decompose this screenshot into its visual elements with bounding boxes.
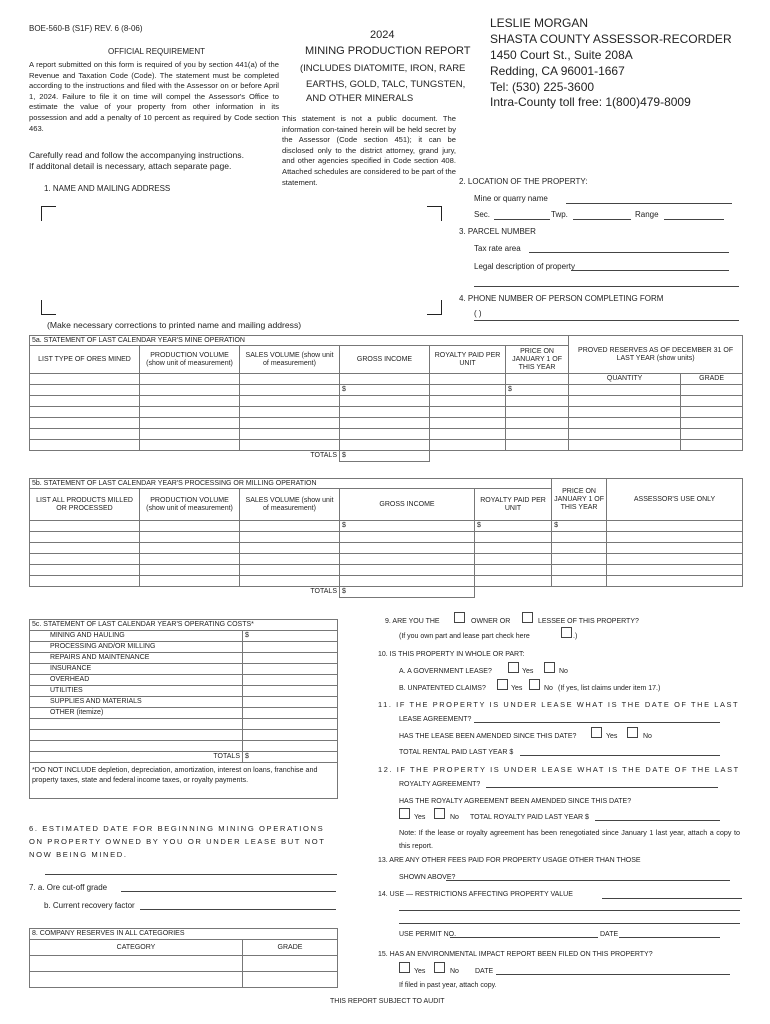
q14-label: 14. USE — RESTRICTIONS AFFECTING PROPERTY VALUE — [378, 891, 573, 898]
assessor-street: 1450 Court St., Suite 208A — [490, 48, 633, 62]
dollar-sign: $ — [552, 521, 607, 532]
eir-yes-checkbox[interactable] — [399, 962, 410, 973]
report-title: MINING PRODUCTION REPORT — [305, 45, 471, 57]
col-price: PRICE ON JANUARY 1 OF THIS YEAR — [552, 479, 607, 521]
official-requirement: OFFICIAL REQUIREMENT — [108, 47, 206, 56]
yes-label: Yes — [606, 733, 618, 740]
no-label: No — [559, 668, 568, 675]
col-grade: GRADE — [681, 374, 743, 385]
table-row[interactable] — [30, 407, 743, 418]
cost-row[interactable] — [30, 730, 338, 741]
q1-label: 1. NAME AND MAILING ADDRESS — [44, 184, 171, 193]
lessee-label: LESSEE OF THIS PROPERTY? — [538, 618, 639, 625]
col-category: CATEGORY — [30, 940, 243, 956]
table-row[interactable] — [30, 521, 743, 532]
col-royalty: ROYALTY PAID PER UNIT — [430, 346, 506, 374]
totals-costs[interactable]: $ — [243, 752, 338, 763]
confidentiality-notice: This statement is not a public document. The information con-tained herein will be held secret by the Assessor (Code section 451); it can be disclosed only to the district attorney, grand jury, and other agencies specified in Code section 408. Attached schedules are considered to be part of the statement. — [282, 114, 456, 187]
yes-label: Yes — [522, 668, 534, 675]
cost-row[interactable] — [30, 631, 338, 642]
col-royalty: ROYALTY PAID PER UNIT — [475, 489, 552, 521]
includes-line-1: (INCLUDES DIATOMITE, IRON, RARE — [300, 63, 466, 74]
legal-description-label: Legal description of property — [474, 262, 575, 271]
q2-label: 2. LOCATION OF THE PROPERTY: — [459, 177, 588, 186]
twp-label: Twp. — [551, 210, 568, 219]
no-label: No — [643, 733, 652, 740]
address-corner-br — [427, 300, 442, 315]
table-row[interactable] — [30, 565, 743, 576]
col-production-volume: PRODUCTION VOLUME (show unit of measurement) — [140, 346, 240, 374]
table-5b-title: 5b. STATEMENT OF LAST CALENDAR YEAR'S PROCESSING OR MILLING OPERATION — [30, 479, 552, 489]
use-permit-field[interactable] — [450, 937, 598, 938]
yes-label: Yes — [511, 685, 523, 692]
owner-checkbox[interactable] — [454, 612, 465, 623]
includes-line-2: EARTHS, GOLD, TALC, TUNGSTEN, — [306, 79, 466, 90]
address-corner-bl — [41, 300, 56, 315]
lessee-checkbox[interactable] — [522, 612, 533, 623]
table-row[interactable] — [30, 532, 743, 543]
assessor-tel: Tel: (530) 225-3600 — [490, 80, 595, 94]
tax-rate-field[interactable] — [529, 252, 729, 253]
totals-label: TOTALS — [30, 587, 340, 598]
gov-lease-no-checkbox[interactable] — [544, 662, 555, 673]
yes-label: Yes — [414, 968, 426, 975]
totals-label: TOTALS — [30, 451, 340, 462]
q13-line2: SHOWN ABOVE? — [399, 874, 456, 881]
q6-label: 6. ESTIMATED DATE FOR BEGINNING MINING OPERATIONS ON PROPERTY OWNED BY YOU OR UNDER LEASE BUT NOT NOW BEING MINED. — [29, 824, 326, 859]
range-label: Range — [635, 210, 659, 219]
no-label: No — [544, 685, 553, 692]
dollar-sign: $ — [475, 521, 552, 532]
q10b-note: (If yes, list claims under item 17.) — [558, 685, 661, 692]
intro-paragraph: A report submitted on this form is required of you by section 441(a) of the Revenue and Taxation Code (Code). The statement must be completed according to the instructions and filed with the Assessor on or before April 1, 2024. Failure to file it on time will compel the Assessor's Office to estimate the value of your property from other information in its possession and add a penalty of 10 percent as required by Code section 463. — [29, 60, 279, 133]
totals-gross-income[interactable]: $ — [340, 451, 430, 462]
col-gross-income: GROSS INCOME — [340, 489, 475, 521]
address-corner-tr — [427, 206, 442, 221]
col-gross-income: GROSS INCOME — [340, 346, 430, 374]
lease-amended-label: HAS THE LEASE BEEN AMENDED SINCE THIS DATE? — [399, 733, 577, 740]
cost-row[interactable] — [30, 708, 338, 719]
dollar-sign: $ — [506, 385, 569, 396]
q12-label: 12. IF THE PROPERTY IS UNDER LEASE WHAT IS THE DATE OF THE LAST — [378, 765, 740, 774]
legal-description-field-2[interactable] — [474, 286, 739, 287]
cost-row[interactable] — [30, 675, 338, 686]
q7a-label: 7. a. Ore cut-off grade — [29, 883, 108, 892]
col-sales-volume: SALES VOLUME (show unit of measurement) — [240, 489, 340, 521]
lease-agreement-date-field[interactable] — [474, 722, 720, 723]
part-owner-checkbox[interactable] — [561, 627, 572, 638]
legal-description-field[interactable] — [571, 270, 729, 271]
q10-label: 10. IS THIS PROPERTY IN WHOLE OR PART: — [378, 651, 525, 658]
total-rental-label: TOTAL RENTAL PAID LAST YEAR $ — [399, 749, 514, 756]
q12-note: Note: If the lease or royalty agreement has been renegotiated since January 1 last year, attach a copy to this report. — [399, 828, 740, 850]
corrections-note: (Make necessary corrections to printed name and mailing address) — [47, 320, 302, 330]
mine-name-label: Mine or quarry name — [474, 194, 548, 203]
table-5c-title: 5c. STATEMENT OF LAST CALENDAR YEAR'S OPERATING COSTS* — [30, 620, 338, 631]
q10b-label: B. UNPATENTED CLAIMS? — [399, 685, 486, 692]
footer-audit: THIS REPORT SUBJECT TO AUDIT — [330, 998, 445, 1005]
cost-item: SUPPLIES AND MATERIALS — [30, 697, 243, 708]
table-5c-grid — [29, 619, 338, 799]
includes-line-3: AND OTHER MINERALS — [306, 93, 414, 104]
q11-line2: LEASE AGREEMENT? — [399, 716, 472, 723]
cost-row[interactable] — [30, 664, 338, 675]
col-quantity: QUANTITY — [569, 374, 681, 385]
sec-field[interactable] — [494, 219, 550, 220]
q7b-label: b. Current recovery factor — [44, 901, 135, 910]
permit-date-field[interactable] — [619, 937, 720, 938]
other-fees-field[interactable] — [446, 880, 730, 881]
q15-label: 15. HAS AN ENVIRONMENTAL IMPACT REPORT BEEN FILED ON THIS PROPERTY? — [378, 951, 653, 958]
royalty-amended-no-checkbox[interactable] — [434, 808, 445, 819]
form-id: BOE-560-B (S1F) REV. 6 (8-06) — [29, 24, 143, 33]
q3-label: 3. PARCEL NUMBER — [459, 227, 536, 236]
table-row[interactable] — [30, 418, 743, 429]
no-label: No — [450, 814, 459, 821]
eir-no-checkbox[interactable] — [434, 962, 445, 973]
col-ore-type: LIST TYPE OF ORES MINED — [30, 346, 140, 374]
restrictions-field-2[interactable] — [399, 910, 740, 911]
q9-label: 9. ARE YOU THE — [385, 618, 440, 625]
cost-row[interactable] — [30, 653, 338, 664]
cost-item: PROCESSING AND/OR MILLING — [30, 642, 243, 653]
cost-item: OVERHEAD — [30, 675, 243, 686]
careful-read: Carefully read and follow the accompanying instructions. — [29, 150, 244, 160]
table-row[interactable] — [30, 396, 743, 407]
col-assessors-use: ASSESSOR'S USE ONLY — [607, 479, 743, 521]
table-row[interactable] — [30, 956, 338, 972]
assessor-name: LESLIE MORGAN — [490, 16, 589, 30]
cost-row[interactable] — [30, 686, 338, 697]
table-row[interactable] — [30, 554, 743, 565]
table-row[interactable] — [30, 429, 743, 440]
owner-label: OWNER OR — [471, 618, 511, 625]
lease-amended-no-checkbox[interactable] — [627, 727, 638, 738]
table-row[interactable] — [30, 543, 743, 554]
gov-lease-yes-checkbox[interactable] — [508, 662, 519, 673]
mine-name-field[interactable] — [566, 203, 732, 204]
q9-note-close: .) — [573, 633, 578, 640]
q6-field[interactable] — [45, 874, 337, 875]
table-row[interactable] — [30, 385, 743, 396]
q10a-label: A. A GOVERNMENT LEASE? — [399, 668, 492, 675]
restrictions-field-3[interactable] — [399, 923, 740, 924]
report-year: 2024 — [370, 29, 395, 41]
costs-footnote: *DO NOT INCLUDE depletion, depreciation, amortization, interest on loans, franchise and property taxes, state and federal income taxes, or royalty payments. — [30, 763, 338, 799]
col-proved-reserves: PROVED RESERVES AS OF DECEMBER 31 OF LAST YEAR (show units) — [569, 336, 743, 374]
address-corner-tl — [41, 206, 56, 221]
col-price: PRICE ON JANUARY 1 OF THIS YEAR — [506, 346, 569, 374]
q11-label: 11. IF THE PROPERTY IS UNDER LEASE WHAT IS THE DATE OF THE LAST — [378, 700, 740, 709]
total-royalty-label: TOTAL ROYALTY PAID LAST YEAR $ — [470, 814, 589, 821]
cost-item: REPAIRS AND MAINTENANCE — [30, 653, 243, 664]
royalty-amended-yes-checkbox[interactable] — [399, 808, 410, 819]
col-products: LIST ALL PRODUCTS MILLED OR PROCESSED — [30, 489, 140, 521]
tax-rate-label: Tax rate area — [474, 244, 521, 253]
assessor-city: Redding, CA 96001-1667 — [490, 64, 625, 78]
no-label: No — [450, 968, 459, 975]
dollar-sign: $ — [340, 521, 475, 532]
cost-row[interactable] — [30, 741, 338, 752]
use-permit-label: USE PERMIT NO. — [399, 931, 457, 938]
cost-item: MINING AND HAULING — [30, 631, 243, 642]
dollar-sign: $ — [340, 385, 430, 396]
cost-item: INSURANCE — [30, 664, 243, 675]
yes-label: Yes — [414, 814, 426, 821]
phone-area-code: ( ) — [474, 309, 482, 318]
q4-label: 4. PHONE NUMBER OF PERSON COMPLETING FORM — [459, 294, 664, 303]
total-royalty-field[interactable] — [595, 820, 720, 821]
range-field[interactable] — [664, 219, 724, 220]
assessor-office: SHASTA COUNTY ASSESSOR-RECORDER — [490, 32, 732, 46]
cost-item: OTHER (itemize) — [30, 708, 243, 719]
q15-note: If filed in past year, attach copy. — [399, 982, 497, 989]
unpatented-no-checkbox[interactable] — [529, 679, 540, 690]
totals-label: TOTALS — [30, 752, 243, 763]
dollar-sign: $ — [243, 631, 338, 642]
table-row[interactable] — [30, 576, 743, 587]
table-5a-title: 5a. STATEMENT OF LAST CALENDAR YEAR'S MINE OPERATION — [30, 336, 569, 346]
col-grade: GRADE — [243, 940, 338, 956]
col-production-volume: PRODUCTION VOLUME (show unit of measurement) — [140, 489, 240, 521]
lease-amended-yes-checkbox[interactable] — [591, 727, 602, 738]
table-8-grid — [29, 928, 338, 988]
royalty-agreement-date-field[interactable] — [486, 787, 718, 788]
eir-date-field[interactable] — [496, 974, 730, 975]
table-5b-grid — [29, 478, 743, 598]
cost-row[interactable] — [30, 642, 338, 653]
eir-date-label: DATE — [475, 968, 494, 975]
additional-detail: If additonal detail is necessary, attach separate page. — [29, 161, 232, 171]
q13-label: 13. ARE ANY OTHER FEES PAID FOR PROPERTY USAGE OTHER THAN THOSE — [378, 857, 641, 864]
cost-item: UTILITIES — [30, 686, 243, 697]
assessor-toll-free: Intra-County toll free: 1(800)479-8009 — [490, 95, 691, 109]
ore-cutoff-field[interactable] — [121, 891, 336, 892]
table-row[interactable] — [30, 440, 743, 451]
table-8-title: 8. COMPANY RESERVES IN ALL CATEGORIES — [30, 929, 338, 940]
cost-row[interactable] — [30, 697, 338, 708]
restrictions-field[interactable] — [602, 898, 742, 899]
table-row[interactable] — [30, 972, 338, 988]
sec-label: Sec. — [474, 210, 491, 219]
royalty-amended-label: HAS THE ROYALTY AGREEMENT BEEN AMENDED SINCE THIS DATE? — [399, 798, 632, 805]
unpatented-yes-checkbox[interactable] — [497, 679, 508, 690]
phone-field[interactable] — [474, 320, 739, 321]
total-rental-field[interactable] — [520, 755, 720, 756]
table-5a-grid — [29, 335, 743, 462]
recovery-factor-field[interactable] — [140, 909, 336, 910]
totals-gross-income[interactable]: $ — [340, 587, 475, 598]
cost-row[interactable] — [30, 719, 338, 730]
col-sales-volume: SALES VOLUME (show unit of measurement) — [240, 346, 340, 374]
permit-date-label: DATE — [600, 931, 619, 938]
q9-note: (If you own part and lease part check here — [399, 633, 530, 640]
twp-field[interactable] — [573, 219, 631, 220]
q12-line2: ROYALTY AGREEMENT? — [399, 781, 481, 788]
